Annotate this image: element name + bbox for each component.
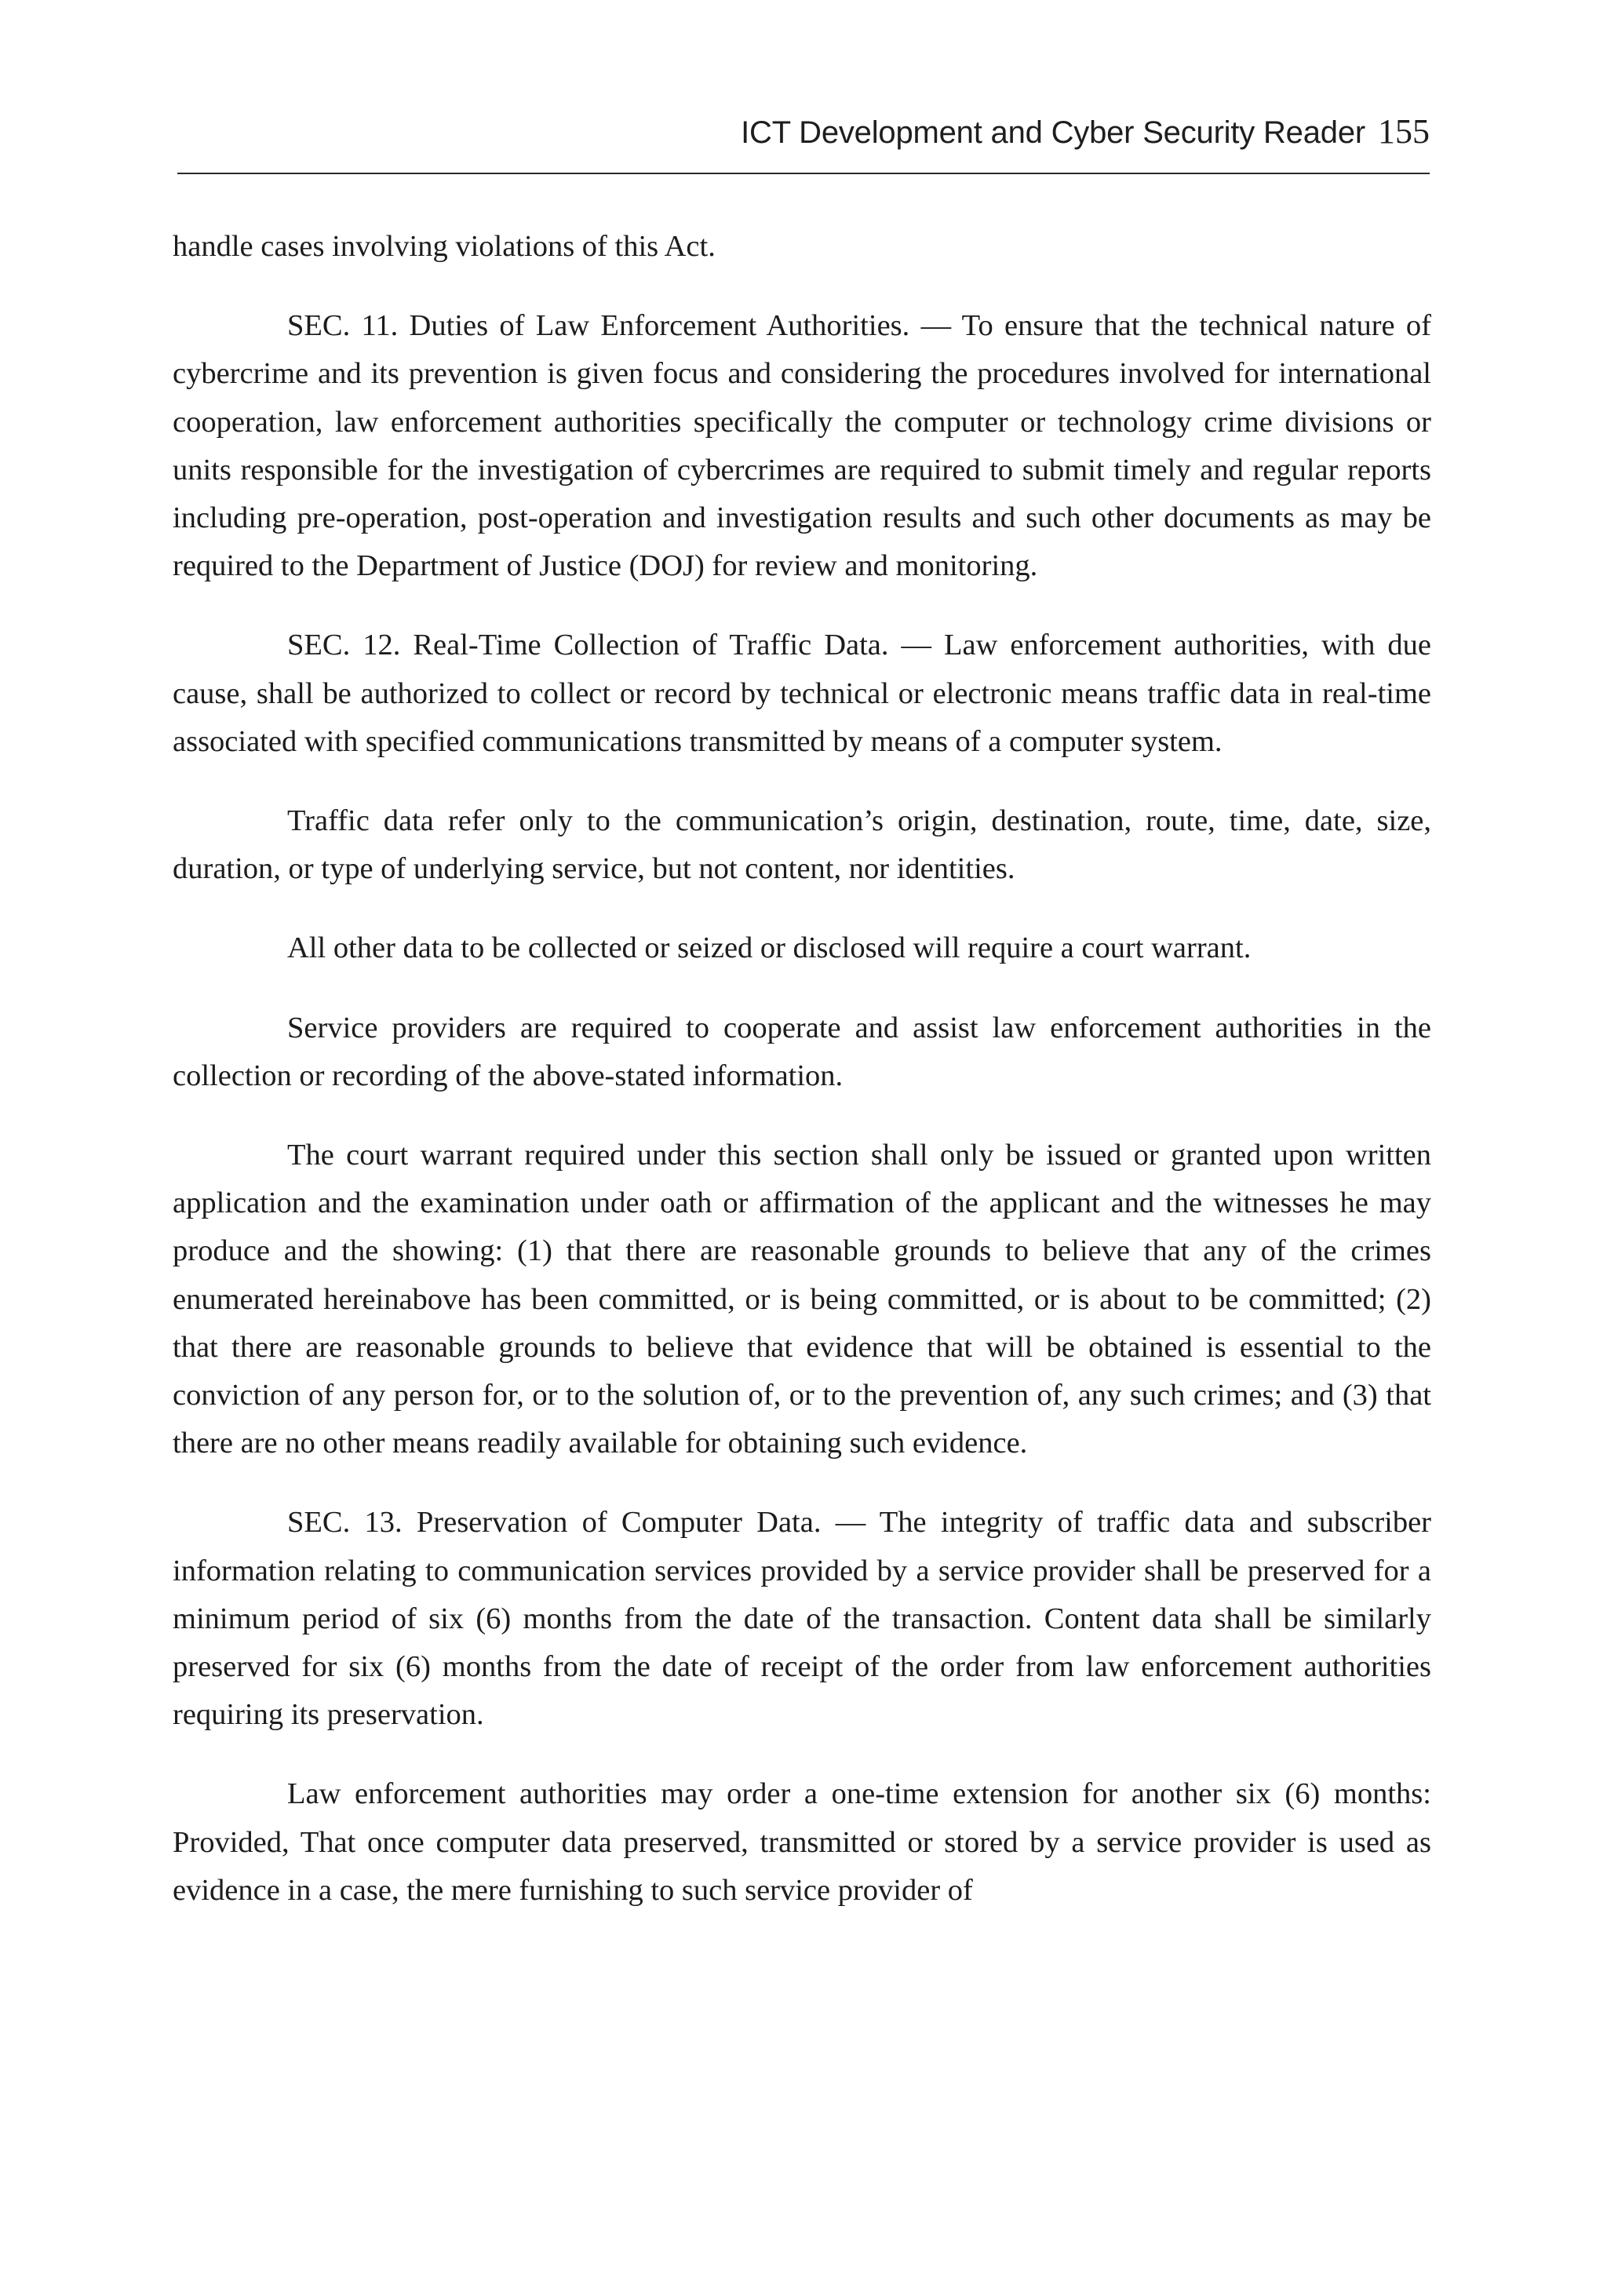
paragraph-service-providers: Service providers are required to cooperate and assist law enforcement authorities in the collection or recording of the above-stated information. [173,1011,1431,1092]
paragraph-sec-11: SEC. 11. Duties of Law Enforcement Authorities. — To ensure that the technical nature of cybercrime and its prevention is given focus and considering the procedures involved for international cooperation, law enforcement authorities specifically the computer or technology crime divisions or units responsible for the investigation of cybercrimes are required to submit timely and regular reports including pre-operation, post-operation and investigation results and such other documents as may be required to the Department of Justice (DOJ) for review and monitoring. [173,309,1431,583]
paragraph-sec-12: SEC. 12. Real-Time Collection of Traffic Data. — Law enforcement authorities, with due cause, shall be authorized to collect or record by technical or electronic means traffic data in real-time associated with specified communications transmitted by means of a computer system. [173,629,1431,758]
paragraph-warrant-requirements: The court warrant required under this section shall only be issued or granted upon written application and the examination under oath or affirmation of the applicant and the witnesses he may produce and the showing: (1) that there are reasonable grounds to believe that any of the crimes enumerated hereinabove has been committed, or is being committed, or is about to be committed; (2) that there are reasonable grounds to believe that evidence that will be obtained is essential to the conviction of any person for, or to the solution of, or to the prevention of, any such crimes; and (3) that there are no other means readily available for obtaining such evidence. [173,1139,1431,1460]
page-number: 155 [1378,112,1430,151]
header-title: ICT Development and Cyber Security Reader [741,115,1365,150]
running-header [177,111,1430,166]
paragraph-sec-13: SEC. 13. Preservation of Computer Data. — The integrity of traffic data and subscriber information relating to communication services provided by a service provider shall be preserved for a minimum period of six (6) months from the date of the transaction. Content data shall be similarly preserved for six (6) months from the date of receipt of the order from law enforcement authorities requiring its preservation. [173,1506,1431,1732]
paragraph-continuation: handle cases involving violations of this Act. [173,230,716,263]
body-text [173,223,1431,1946]
header-rule [177,173,1430,174]
paragraph-traffic-data-definition: Traffic data refer only to the communication’s origin, destination, route, time, date, size, duration, or type of underlying service, but not content, nor identities. [173,804,1431,886]
paragraph-extension: Law enforcement authorities may order a one-time extension for another six (6) months: Provided, That once computer data preserved, transmitted or stored by a service provider is used as evidence in a case, the mere furnishing to such service provider of [173,1777,1431,1907]
paragraph-court-warrant: All other data to be collected or seized or disclosed will require a court warrant. [287,931,1252,965]
